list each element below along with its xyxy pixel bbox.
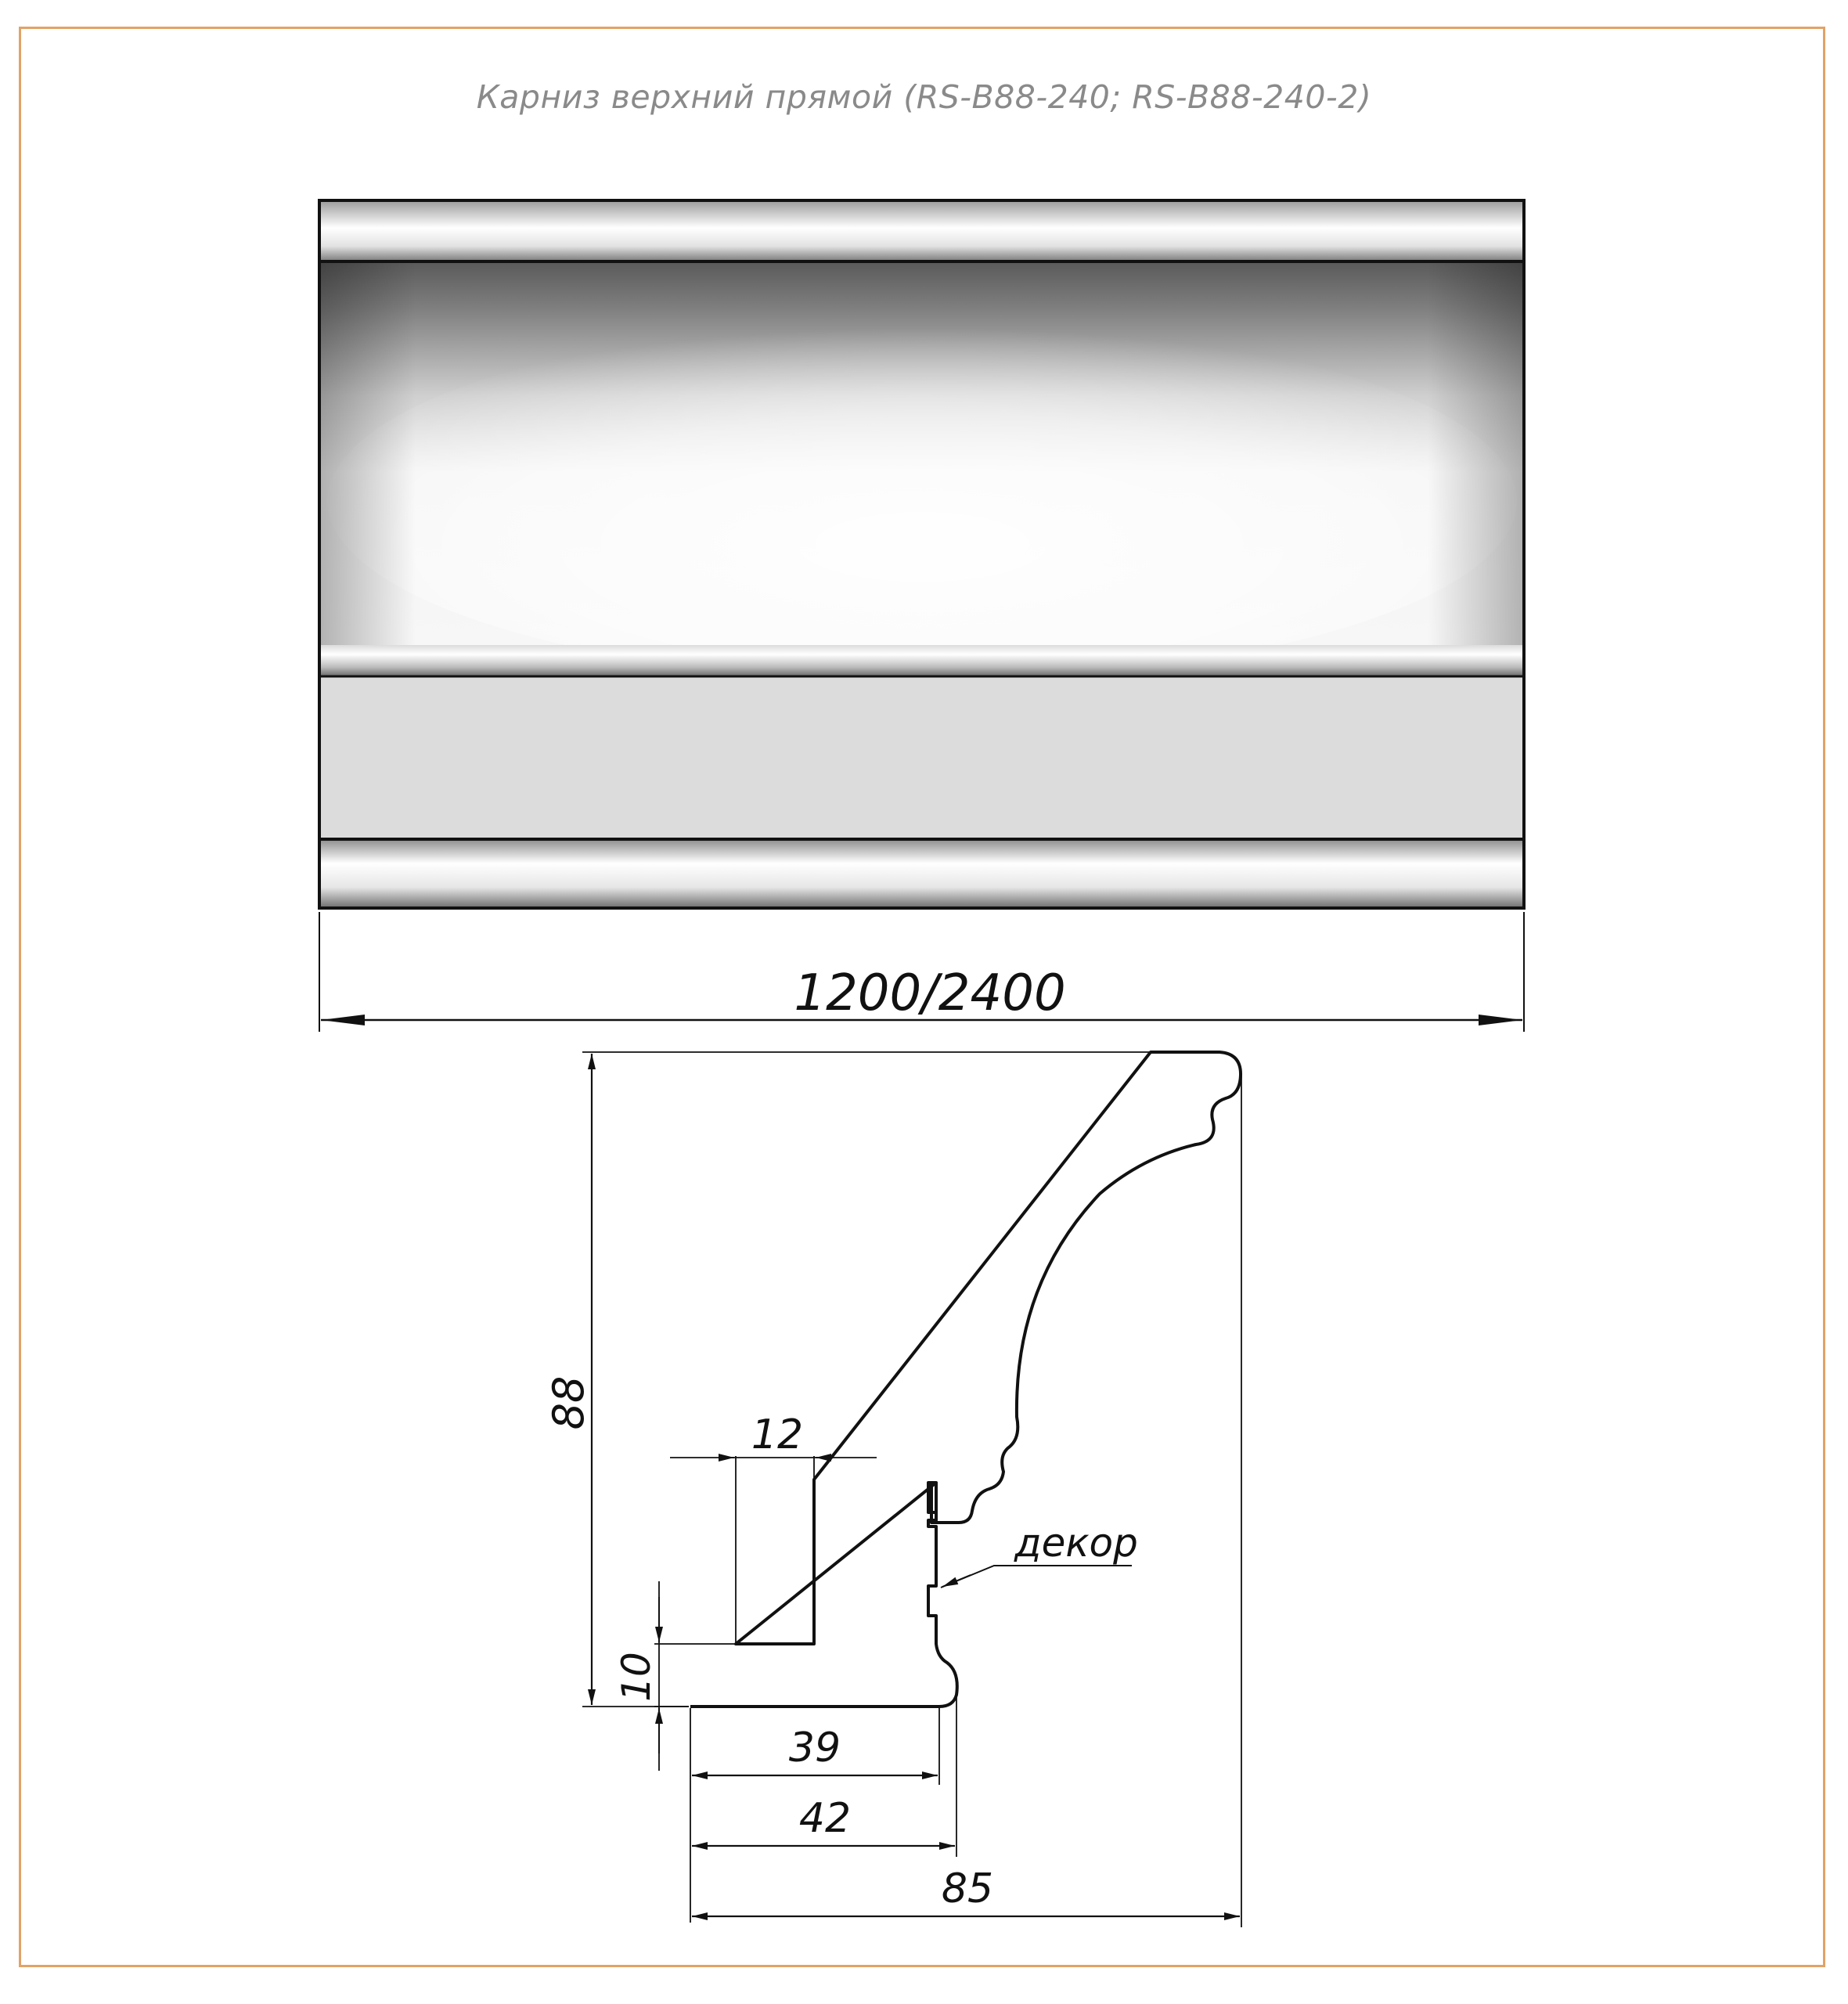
width-42-label: 42 (798, 1795, 852, 1842)
front-view (319, 200, 1524, 1032)
decor-leader-line (941, 1566, 1132, 1588)
width-85-label: 85 (941, 1865, 994, 1912)
step-height-10-label: 10 (614, 1652, 659, 1702)
length-dimension-label: 1200/2400 (794, 964, 1066, 1022)
flat-face (319, 676, 1524, 839)
profile-outline (690, 1052, 1241, 1707)
decor-label: декор (1014, 1520, 1138, 1566)
height-88-label: 88 (544, 1375, 593, 1430)
profile-view (544, 1052, 1241, 1927)
width-39-label: 39 (788, 1725, 841, 1772)
bottom-band (319, 839, 1524, 908)
lower-bead (319, 645, 1524, 676)
top-width-12-label: 12 (751, 1411, 804, 1458)
page-title: Карниз верхний прямой (RS-B88-240; RS-B88-240-2) (476, 78, 1372, 116)
top-band (319, 200, 1524, 261)
